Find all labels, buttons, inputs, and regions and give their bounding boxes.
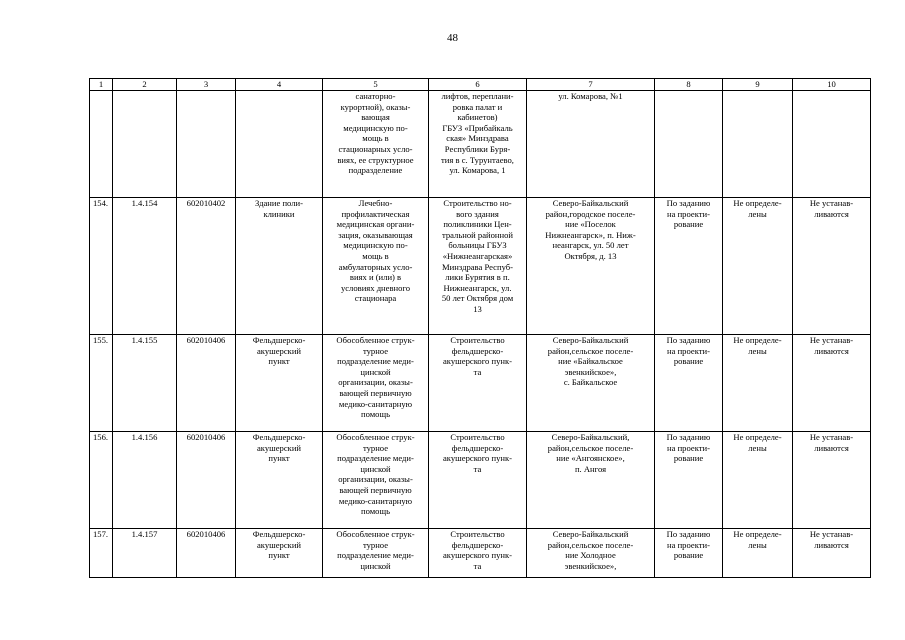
cell-line: цинской xyxy=(360,463,391,474)
object-capacity-cell xyxy=(655,432,723,529)
cell-line: санаторно- xyxy=(355,91,396,101)
cell-line: 13 xyxy=(473,303,482,314)
cell-line: медико-санитарную xyxy=(338,495,413,506)
object-description-cell xyxy=(429,432,527,529)
column-number: 4 xyxy=(236,79,323,91)
cell-line: подразделение меди- xyxy=(337,550,414,561)
cell-line: ние «Ангоянское», xyxy=(556,453,625,464)
table-row xyxy=(90,198,871,335)
cell-line: медицинскую по- xyxy=(343,122,408,133)
cell-line: ние «Байкальское xyxy=(558,356,623,367)
cell-line: район,городское поселе- xyxy=(545,208,636,219)
cell-line: на проекти- xyxy=(667,345,710,356)
object-purpose-cell xyxy=(323,91,429,198)
object-name-cell xyxy=(236,529,323,578)
table-row xyxy=(90,91,871,198)
cell-line: пункт xyxy=(268,453,290,464)
table-row xyxy=(90,432,871,529)
zone-type-cell xyxy=(723,529,793,578)
cell-line: подразделение xyxy=(348,165,403,176)
zone-type-cell xyxy=(723,198,793,335)
cell-line: тия в с. Турунтаево, xyxy=(441,154,514,165)
item-code-cell: 1.4.156 xyxy=(113,432,177,529)
object-location-cell xyxy=(527,335,655,432)
item-code-cell xyxy=(113,91,177,198)
cell-line: пункт xyxy=(268,550,290,561)
cell-line: Строительство но- xyxy=(443,198,512,208)
column-number: 5 xyxy=(323,79,429,91)
cell-line: медицинская органи- xyxy=(336,219,415,230)
restrictions-cell xyxy=(793,432,871,529)
object-purpose-cell xyxy=(323,198,429,335)
object-name-cell xyxy=(236,335,323,432)
cell-line: подразделение меди- xyxy=(337,453,414,464)
cell-line: «Нижнеангарская» xyxy=(442,250,513,261)
cell-line: вающей первичную xyxy=(339,484,412,495)
cell-line: рование xyxy=(673,550,704,561)
column-number: 1 xyxy=(90,79,113,91)
column-number: 7 xyxy=(527,79,655,91)
zone-type-cell xyxy=(723,91,793,198)
cell-line: вающей первичную xyxy=(339,387,412,398)
cell-line: Не определе- xyxy=(733,335,782,345)
cell-line: Северо-Байкальский xyxy=(552,335,629,345)
restrictions-cell xyxy=(793,91,871,198)
cell-line: ние «Поселок xyxy=(565,219,616,230)
cell-line: Строительство xyxy=(450,432,505,442)
cell-line: Строительство xyxy=(450,529,505,539)
cell-line: Лечебно- xyxy=(358,198,393,208)
cell-line: ние Холодное xyxy=(565,550,616,561)
object-description-cell xyxy=(429,529,527,578)
row-number-cell: 156. xyxy=(90,432,113,529)
row-number-cell: 157. xyxy=(90,529,113,578)
cell-line: зация, оказывающая xyxy=(338,229,413,240)
object-capacity-cell xyxy=(655,529,723,578)
object-purpose-cell xyxy=(323,529,429,578)
cell-line: пункт xyxy=(268,356,290,367)
cell-line: Нижнеангарск, ул. xyxy=(443,282,512,293)
restrictions-cell xyxy=(793,529,871,578)
cell-line: стационарных усло- xyxy=(338,143,413,154)
cell-line: По заданию xyxy=(666,432,711,442)
zone-type-cell xyxy=(723,432,793,529)
cell-line: Не устанав- xyxy=(809,529,854,539)
cell-line: Северо-Байкальский, xyxy=(551,432,630,442)
cell-line: Не определе- xyxy=(733,198,782,208)
item-code-cell: 1.4.154 xyxy=(113,198,177,335)
cell-line: лены xyxy=(748,208,767,219)
object-capacity-cell xyxy=(655,198,723,335)
cell-line: Северо-Байкальский xyxy=(552,198,629,208)
cell-line: тральной районной xyxy=(442,229,513,240)
cell-line: ул. Комарова, №1 xyxy=(558,91,623,101)
object-location-cell xyxy=(527,529,655,578)
cell-line: мощь в xyxy=(362,133,389,144)
object-purpose-cell xyxy=(323,432,429,529)
object-capacity-cell xyxy=(655,91,723,198)
item-code-cell: 1.4.155 xyxy=(113,335,177,432)
cell-line: Фельдшерско- xyxy=(252,432,306,442)
cell-line: Северо-Байкальский xyxy=(552,529,629,539)
cell-line: поликлиники Цен- xyxy=(443,219,512,230)
cell-line: Не определе- xyxy=(733,529,782,539)
table-row xyxy=(90,335,871,432)
cell-line: условиях дневного xyxy=(340,282,411,293)
cell-line: Октября, д. 13 xyxy=(564,250,617,261)
cell-line: на проекти- xyxy=(667,208,710,219)
cell-line: эвенкийское», xyxy=(564,560,617,571)
cell-line: та xyxy=(473,366,482,377)
object-purpose-cell xyxy=(323,335,429,432)
object-code-cell: 602010406 xyxy=(177,529,236,578)
cell-line: акушерский xyxy=(256,442,302,453)
cell-line: район,сельское поселе- xyxy=(547,442,634,453)
cell-line: По заданию xyxy=(666,198,711,208)
column-number: 2 xyxy=(113,79,177,91)
cell-line: лены xyxy=(748,345,767,356)
cell-line: ул. Комарова, 1 xyxy=(449,165,506,176)
cell-line: Обособленное струк- xyxy=(336,432,415,442)
object-capacity-cell xyxy=(655,335,723,432)
cell-line: Республики Буря- xyxy=(444,143,511,154)
object-location-cell xyxy=(527,432,655,529)
cell-line: мощь в xyxy=(362,250,389,261)
cell-line: стационара xyxy=(354,293,397,304)
cell-line: та xyxy=(473,463,482,474)
cell-line: цинской xyxy=(360,560,391,571)
cell-line: ливаются xyxy=(814,442,849,453)
cell-line: лены xyxy=(748,442,767,453)
cell-line: организации, оказы- xyxy=(338,377,413,388)
object-location-cell xyxy=(527,198,655,335)
cell-line: район,сельское поселе- xyxy=(547,539,634,550)
object-name-cell xyxy=(236,91,323,198)
cell-line: акушерский xyxy=(256,539,302,550)
object-code-cell: 602010406 xyxy=(177,335,236,432)
cell-line: ливаются xyxy=(814,539,849,550)
cell-line: акушерского пунк- xyxy=(442,550,513,561)
object-description-cell xyxy=(429,91,527,198)
cell-line: лены xyxy=(748,539,767,550)
cell-line: лики Бурятия в п. xyxy=(445,272,510,283)
cell-line: профилактическая xyxy=(341,208,410,219)
cell-line: ливаются xyxy=(814,208,849,219)
cell-line: с. Байкальское xyxy=(563,377,618,388)
cell-line: курортной), оказы- xyxy=(340,101,411,112)
column-number: 9 xyxy=(723,79,793,91)
column-number: 3 xyxy=(177,79,236,91)
cell-line: Минздрава Респуб- xyxy=(442,261,513,272)
cell-line: фельдшерско- xyxy=(451,345,504,356)
object-location-cell xyxy=(527,91,655,198)
cell-line: вого здания xyxy=(456,208,499,219)
cell-line: акушерского пунк- xyxy=(442,453,513,464)
cell-line: медицинскую по- xyxy=(343,240,408,251)
cell-line: турное xyxy=(362,442,389,453)
cell-line: лифтов, переплани- xyxy=(441,91,514,101)
object-description-cell xyxy=(429,198,527,335)
cell-line: медико-санитарную xyxy=(338,398,413,409)
page-number: 48 xyxy=(447,32,458,44)
row-number-cell: 154. xyxy=(90,198,113,335)
cell-line: эвенкийское», xyxy=(564,366,617,377)
cell-line: рование xyxy=(673,356,704,367)
cell-line: фельдшерско- xyxy=(451,442,504,453)
cell-line: Не устанав- xyxy=(809,198,854,208)
cell-line: По заданию xyxy=(666,335,711,345)
cell-line: акушерский xyxy=(256,345,302,356)
cell-line: та xyxy=(473,560,482,571)
cell-line: кабинетов) xyxy=(457,112,498,123)
cell-line: Не устанав- xyxy=(809,335,854,345)
cell-line: вающая xyxy=(361,112,390,123)
object-description-cell xyxy=(429,335,527,432)
cell-line: цинской xyxy=(360,366,391,377)
row-number-cell xyxy=(90,91,113,198)
cell-line: подразделение меди- xyxy=(337,356,414,367)
cell-line: Фельдшерско- xyxy=(252,529,306,539)
cell-line: район,сельское поселе- xyxy=(547,345,634,356)
row-number-cell: 155. xyxy=(90,335,113,432)
cell-line: Не определе- xyxy=(733,432,782,442)
cell-line: турное xyxy=(362,345,389,356)
cell-line: Строительство xyxy=(450,335,505,345)
cell-line: ровка палат и xyxy=(452,101,503,112)
cell-line: фельдшерско- xyxy=(451,539,504,550)
zone-type-cell xyxy=(723,335,793,432)
cell-line: Обособленное струк- xyxy=(336,335,415,345)
cell-line: на проекти- xyxy=(667,539,710,550)
object-code-cell: 602010406 xyxy=(177,432,236,529)
cell-line: турное xyxy=(362,539,389,550)
restrictions-cell xyxy=(793,198,871,335)
table-row xyxy=(90,529,871,578)
column-number: 8 xyxy=(655,79,723,91)
object-code-cell: 602010402 xyxy=(177,198,236,335)
cell-line: помощь xyxy=(360,506,390,517)
cell-line: Фельдшерско- xyxy=(252,335,306,345)
cell-line: Здание поли- xyxy=(255,198,303,208)
cell-line: клиники xyxy=(263,208,295,219)
object-name-cell xyxy=(236,198,323,335)
restrictions-cell xyxy=(793,335,871,432)
cell-line: рование xyxy=(673,453,704,464)
cell-line: Нижнеангарск», п. Ниж- xyxy=(545,229,636,240)
object-name-cell xyxy=(236,432,323,529)
cell-line: акушерского пунк- xyxy=(442,356,513,367)
column-number: 10 xyxy=(793,79,871,91)
object-code-cell xyxy=(177,91,236,198)
cell-line: неангарск, ул. 50 лет xyxy=(552,240,629,251)
cell-line: помощь xyxy=(360,409,390,420)
column-number: 6 xyxy=(429,79,527,91)
cell-line: ГБУЗ «Прибайкаль xyxy=(442,122,513,133)
cell-line: больницы ГБУЗ xyxy=(448,240,507,251)
cell-line: виях и (или) в xyxy=(349,272,402,283)
planning-table xyxy=(89,78,871,578)
cell-line: По заданию xyxy=(666,529,711,539)
cell-line: виях, ее структурное xyxy=(337,154,414,165)
cell-line: ливаются xyxy=(814,345,849,356)
cell-line: на проекти- xyxy=(667,442,710,453)
item-code-cell: 1.4.157 xyxy=(113,529,177,578)
column-number-row xyxy=(90,79,871,91)
cell-line: 50 лет Октября дом xyxy=(441,293,514,304)
cell-line: организации, оказы- xyxy=(338,474,413,485)
cell-line: ская» Минздрава xyxy=(446,133,509,144)
cell-line: Не устанав- xyxy=(809,432,854,442)
cell-line: Обособленное струк- xyxy=(336,529,415,539)
cell-line: рование xyxy=(673,219,704,230)
cell-line: амбулаторных усло- xyxy=(338,261,413,272)
cell-line: п. Ангоя xyxy=(574,463,607,474)
